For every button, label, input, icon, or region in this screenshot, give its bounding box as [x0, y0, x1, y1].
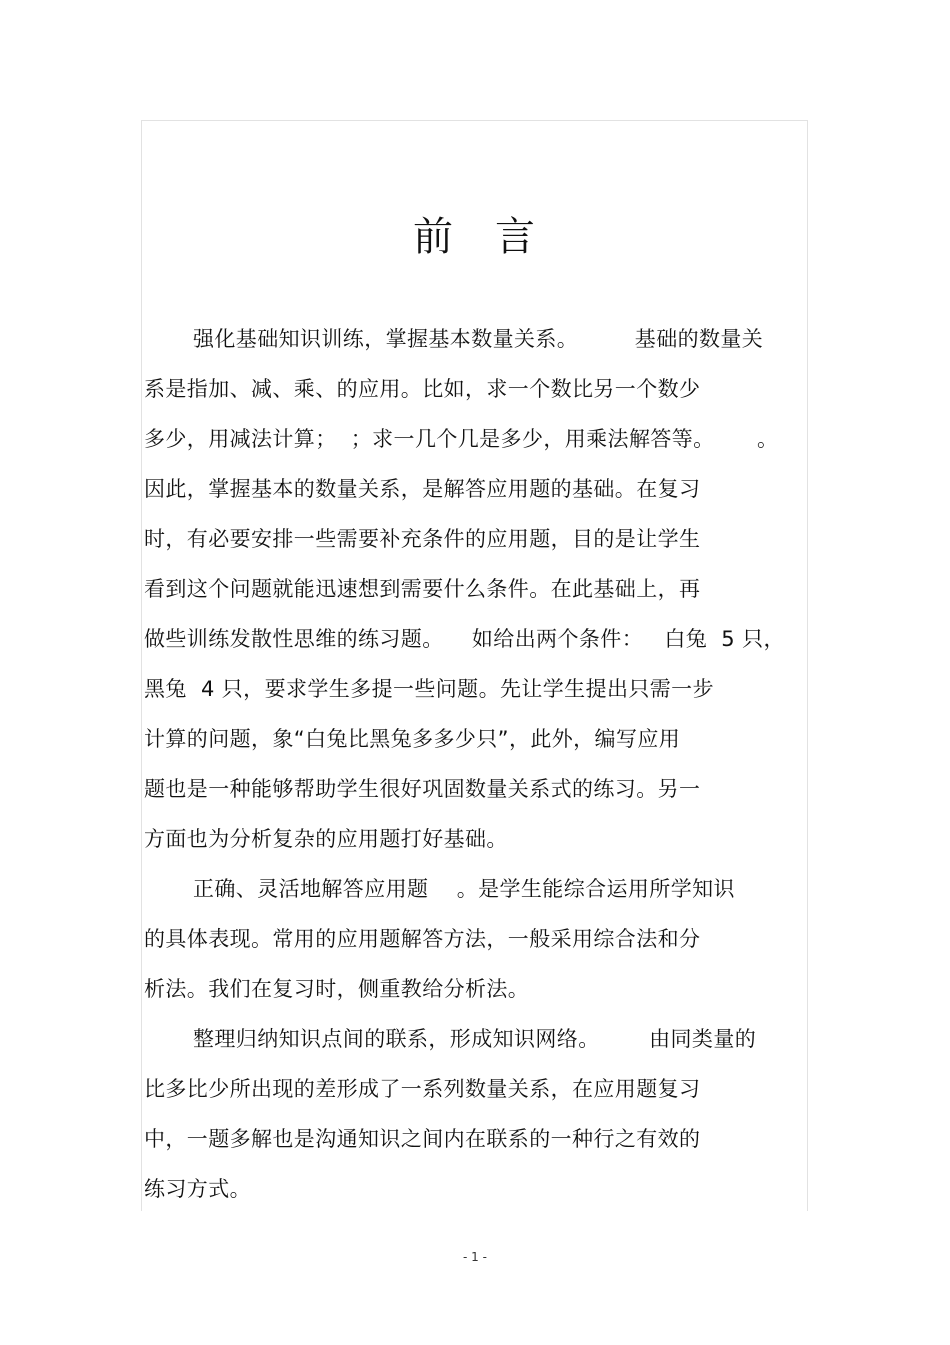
title-char-1: 前: [413, 214, 455, 260]
title-char-2: 言: [495, 214, 537, 260]
body-line: 正确、灵活地解答应用题 。是学生能综合运用所学知识: [193, 877, 735, 901]
body-line: 强化基础知识训练，掌握基本数量关系。 基础的数量关: [193, 327, 764, 351]
body-line: 的具体表现。常用的应用题解答方法，一般采用综合法和分: [144, 927, 701, 951]
body-line: 析法。我们在复习时，侧重教给分析法。: [144, 977, 530, 1001]
body-line: 多少，用减法计算； ；求一几个几是多少，用乘法解答等。 。: [144, 427, 779, 451]
page-number: - 1 -: [463, 1250, 487, 1264]
page-title: [0, 205, 950, 262]
body-line: 整理归纳知识点间的联系，形成知识网络。 由同类量的: [193, 1027, 757, 1051]
body-line: 黑兔 4 只，要求学生多提一些问题。先让学生提出只需一步: [144, 677, 714, 701]
body-line: 中，一题多解也是沟通知识之间内在联系的一种行之有效的: [144, 1127, 701, 1151]
body-line: 系是指加、减、乘、的应用。比如，求一个数比另一个数少: [144, 377, 701, 401]
body-line: 方面也为分析复杂的应用题打好基础。: [144, 827, 508, 851]
body-line: 题也是一种能够帮助学生很好巩固数量关系式的练习。另一: [144, 777, 701, 801]
body-line: 看到这个问题就能迅速想到需要什么条件。在此基础上，再: [144, 577, 701, 601]
body-line: 做些训练发散性思维的练习题。 如给出两个条件： 白兔 5 只，: [144, 627, 785, 651]
body-line: 练习方式。: [144, 1177, 251, 1201]
body-line: 时，有必要安排一些需要补充条件的应用题，目的是让学生: [144, 527, 701, 551]
body-line: 比多比少所出现的差形成了一系列数量关系，在应用题复习: [144, 1077, 701, 1101]
body-line: 因此，掌握基本的数量关系，是解答应用题的基础。在复习: [144, 477, 701, 501]
body-line: 计算的问题，象“白兔比黑兔多多少只”，此外，编写应用: [144, 727, 681, 751]
